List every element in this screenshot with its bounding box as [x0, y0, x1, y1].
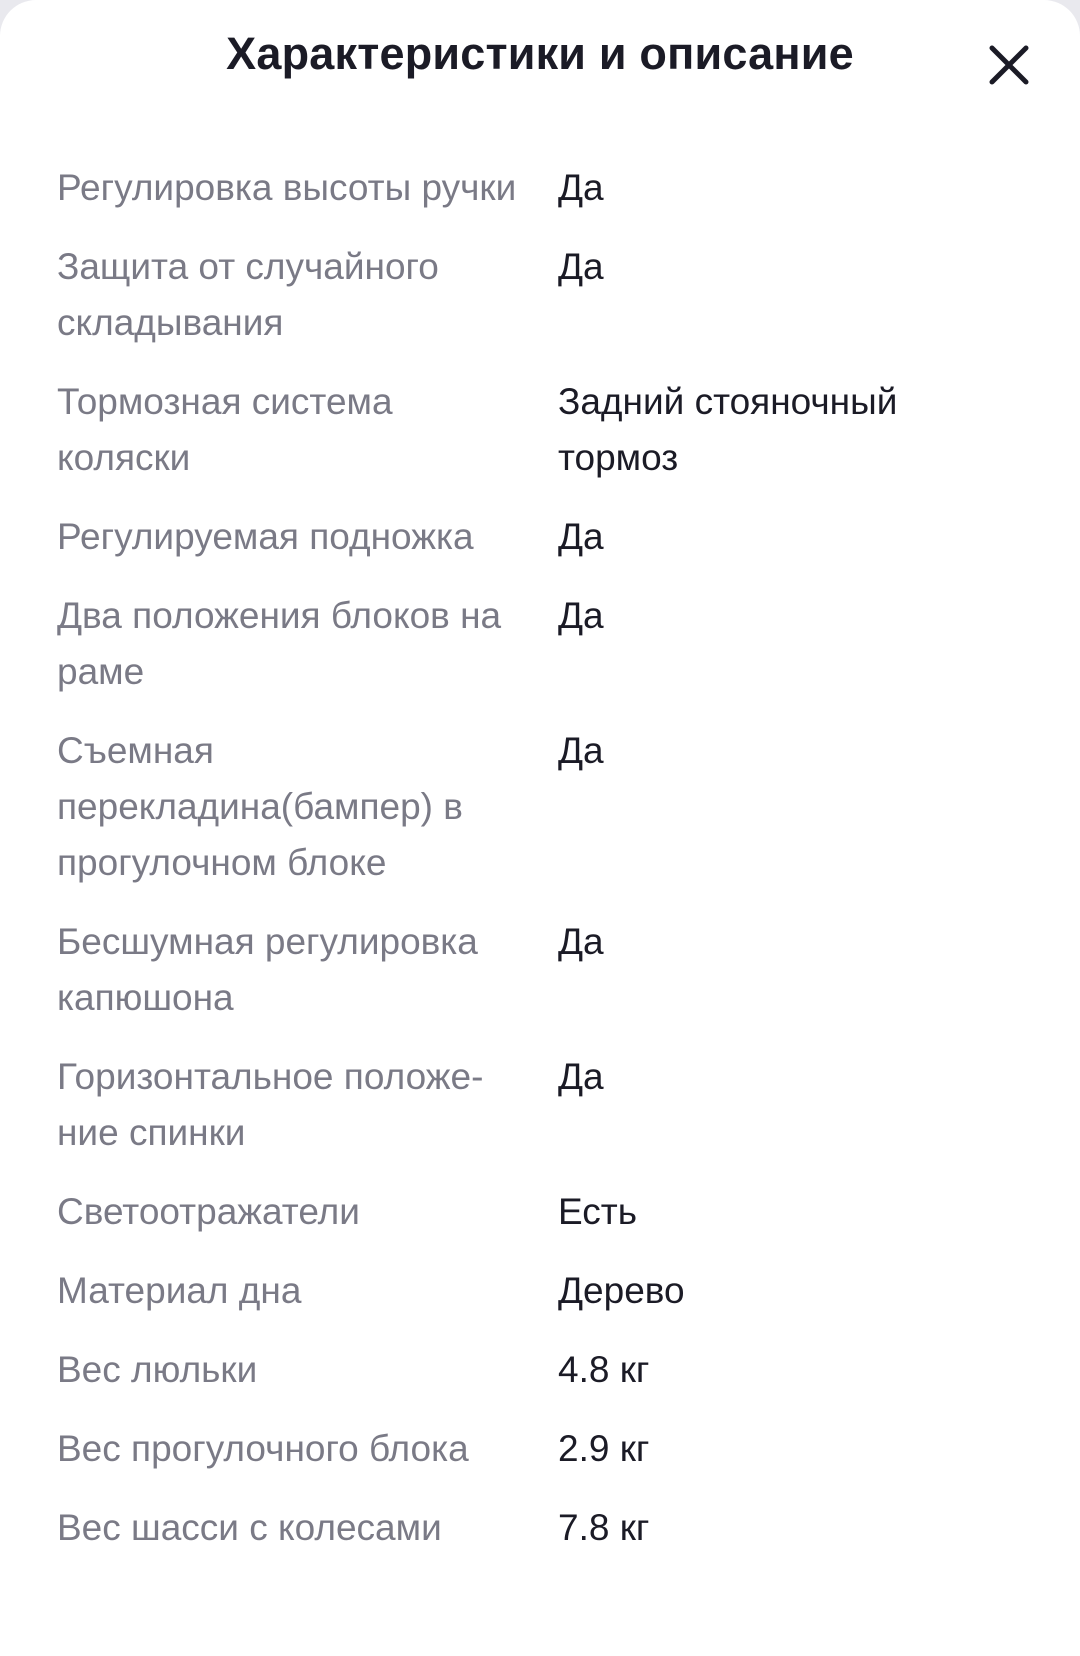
spec-value: Да: [558, 246, 604, 287]
spec-label: Два положения блоков на раме: [57, 595, 502, 692]
spec-value: Да: [558, 921, 604, 962]
spec-label: Светоотражатели: [57, 1191, 360, 1232]
close-icon: [987, 43, 1031, 87]
spec-label: Защита от случайного складывания: [57, 246, 439, 343]
spec-value: Да: [558, 167, 604, 208]
spec-row: [0, 1500, 1080, 1556]
spec-row: [0, 588, 1080, 700]
spec-row: [0, 239, 1080, 351]
spec-label: Вес шасси с колесами: [57, 1507, 442, 1548]
spec-row: [0, 914, 1080, 1026]
spec-row: [0, 1421, 1080, 1477]
spec-value: 4.8 кг: [558, 1349, 650, 1390]
sheet-title: Характеристики и описание: [226, 28, 854, 79]
spec-value: Да: [558, 516, 604, 557]
spec-row: [0, 160, 1080, 216]
spec-label: Съемная перекладина(бампер) в прогулочном блоке: [57, 730, 463, 883]
spec-value: 2.9 кг: [558, 1428, 650, 1469]
spec-label: Тормозная система коляски: [57, 381, 393, 478]
spec-label: Регулировка высоты ручки: [57, 167, 517, 208]
spec-value: 7.8 кг: [558, 1507, 650, 1548]
sheet-header: [0, 0, 1080, 120]
spec-label: Горизонтальное положе-ние спинки: [57, 1056, 484, 1153]
spec-value: Да: [558, 730, 604, 771]
spec-row: [0, 723, 1080, 891]
spec-label: Вес люльки: [57, 1349, 258, 1390]
spec-row: [0, 1342, 1080, 1398]
spec-row: [0, 1049, 1080, 1161]
spec-label: Регулируемая подножка: [57, 516, 474, 557]
spec-label: Бесшумная регулировка капюшона: [57, 921, 478, 1018]
close-button[interactable]: [976, 32, 1042, 98]
spec-value: Задний стояночный тормоз: [558, 381, 898, 478]
spec-value: Да: [558, 595, 604, 636]
spec-row: [0, 1184, 1080, 1240]
spec-label: Вес прогулочного блока: [57, 1428, 469, 1469]
spec-value: Да: [558, 1056, 604, 1097]
spec-value: Есть: [558, 1191, 637, 1232]
spec-row: [0, 509, 1080, 565]
specs-list: [0, 160, 1080, 1579]
spec-row: [0, 374, 1080, 486]
spec-value: Дерево: [558, 1270, 685, 1311]
spec-label: Материал дна: [57, 1270, 302, 1311]
spec-row: [0, 1263, 1080, 1319]
